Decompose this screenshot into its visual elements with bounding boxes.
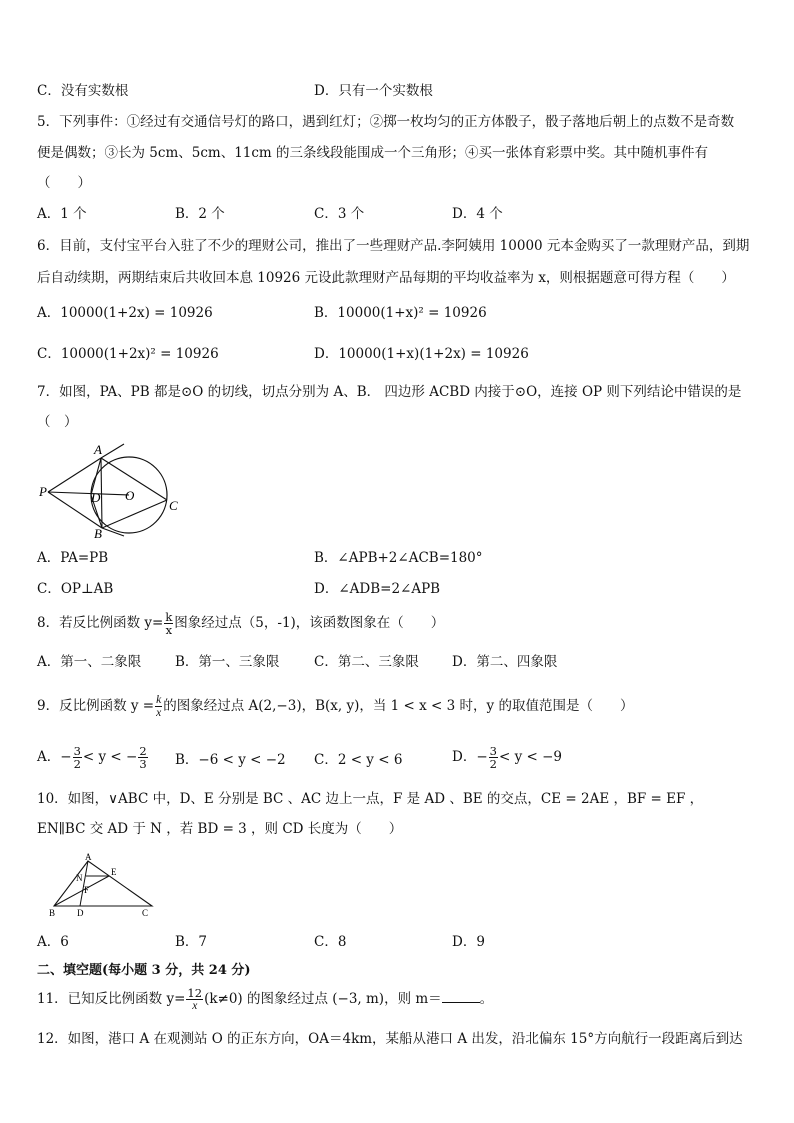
q7-segment-op: [48, 492, 129, 495]
q8-option-a: A．第一、二象限: [37, 654, 142, 670]
q10-option-a: A．6: [37, 934, 69, 950]
q9-option-d-frac-den: 2: [489, 757, 497, 772]
q7-label-d: D: [91, 490, 101, 505]
q9-stem-pre: 9．反比例函数 y =: [37, 698, 155, 715]
q9-option-a-frac2-den: 3: [139, 757, 147, 772]
q9-option-d-frac: [489, 745, 498, 770]
q10-triangle-abc: [54, 861, 152, 906]
q9-option-a-frac1-den: 2: [73, 757, 81, 772]
q10-option-b: B．7: [175, 934, 208, 950]
q10-label-e: E: [111, 867, 117, 877]
q6-option-c: C．10000(1+2x)² = 10926: [37, 346, 219, 362]
q11-stem-mid: (k≠0) 的图象经过点 (−3, m)，则 m＝: [204, 991, 442, 1008]
q12-stem-line1: 12．如图，港口 A 在观测站 O 的正东方向，OA＝4km，某船从港口 A 出发，沿北偏东 15°方向航行一段距离后到达: [37, 1031, 743, 1047]
q8-fraction: [164, 611, 173, 636]
q5-option-c: C．3 个: [314, 206, 365, 222]
q11-stem: [37, 987, 493, 1012]
q10-label-n: N: [76, 873, 83, 883]
q9-option-a: [37, 745, 149, 770]
q10-option-c: C．8: [314, 934, 347, 950]
q9-stem-post: 的图象经过点 A(2,−3)，B(x, y)，当 1 < x < 3 时，y 的取值范围是（ ）: [163, 698, 634, 715]
q9-stem: [37, 694, 633, 719]
q11-stem-pre: 11．已知反比例函数 y=: [37, 991, 186, 1008]
q10-option-d: D．9: [452, 934, 485, 950]
q6-option-a: A．10000(1+2x) = 10926: [37, 305, 213, 321]
q5-stem-line3: （ ）: [37, 175, 91, 191]
q6-stem-line1: 6．目前，支付宝平台入驻了不少的理财公司，推出了一些理财产品.李阿姨用 10000 元本金购买了一款理财产品，到期: [37, 238, 750, 254]
q10-label-d: D: [77, 908, 84, 918]
q5-option-a: A．1 个: [37, 206, 87, 222]
q10-segment-ad: [80, 861, 88, 906]
q10-label-c: C: [142, 908, 149, 918]
q8-stem-pre: 8．若反比例函数 y=: [37, 615, 164, 632]
q8-stem-post: 图象经过点（5，-1)，该函数图象在（ ）: [174, 615, 445, 632]
q9-option-a-mid: < y < −: [82, 749, 138, 766]
q10-label-b: B: [49, 908, 56, 918]
q9-option-d: [452, 745, 562, 770]
q7-label-c: C: [169, 498, 178, 513]
q9-frac-den: x: [156, 707, 162, 720]
q9-fraction: [155, 694, 162, 719]
q8-frac-den: x: [165, 623, 173, 638]
q9-option-d-frac-num: 3: [489, 744, 497, 758]
q7-label-b: B: [94, 526, 102, 540]
q6-option-b: B．10000(1+x)² = 10926: [314, 305, 487, 321]
q8-stem: [37, 611, 444, 636]
q5-option-d: D．4 个: [452, 206, 503, 222]
q7-option-b: B．∠APB+2∠ACB=180°: [314, 550, 483, 566]
q7-segment-bc: [102, 500, 167, 528]
q6-option-d: D．10000(1+x)(1+2x) = 10926: [314, 346, 529, 362]
q6-stem-line2: 后自动续期，两期结束后共收回本息 10926 元设此款理财产品每期的平均收益率为 x，则根据题意可得方程（ ）: [37, 270, 735, 286]
q9-option-a-frac2-num: 2: [139, 744, 147, 758]
q10-label-a: A: [85, 852, 92, 862]
q11-frac-num: 12: [187, 986, 203, 1000]
q11-stem-post: 。: [479, 991, 494, 1008]
q7-label-p: P: [39, 484, 47, 499]
q9-frac-num: k: [156, 694, 162, 706]
q5-stem-line2: 便是偶数；③长为 5cm、5cm、11cm 的三条线段能围成一个三角形；④买一张体育彩票中奖。其中随机事件有: [37, 145, 709, 161]
q7-option-c: C．OP⊥AB: [37, 581, 114, 597]
q10-stem-line2: EN∥BC 交 AD 于 N ，若 BD = 3 ，则 CD 长度为（ ）: [37, 821, 403, 837]
q11-fraction: [186, 987, 203, 1012]
q9-option-a-prefix: A．−: [37, 749, 72, 766]
q5-stem-line1: 5．下列事件：①经过有交通信号灯的路口，遇到红灯；②掷一枚均匀的正方体骰子，骰子落地后朝上的点数不是奇数: [37, 114, 735, 130]
section-heading-fill-in: 二、填空题(每小题 3 分，共 24 分): [37, 963, 251, 978]
q9-option-a-frac2: [138, 745, 147, 770]
q5-option-b: B．2 个: [175, 206, 225, 222]
q9-option-d-prefix: D．−: [452, 749, 488, 766]
q8-option-c: C．第二、三象限: [314, 654, 419, 670]
q7-tangent-pa-ext: [101, 444, 124, 458]
q7-option-a: A．PA=PB: [37, 550, 109, 566]
q4-option-c: C．没有实数根: [37, 83, 129, 99]
q11-answer-blank[interactable]: [442, 1002, 480, 1003]
q7-stem-line1: 7．如图，PA、PB 都是⊙O 的切线，切点分别为 A、B． 四边形 ACBD 内接于⊙O，连接 OP 则下列结论中错误的是: [37, 384, 742, 400]
q7-circle-tangent-figure: [36, 440, 186, 540]
q9-option-b: B．−6 < y < −2: [175, 752, 286, 768]
q4-option-d: D．只有一个实数根: [314, 83, 433, 99]
q7-label-o: O: [125, 488, 135, 503]
q7-option-d: D．∠ADB=2∠APB: [314, 581, 441, 597]
q9-option-d-post: < y < −9: [498, 749, 562, 766]
q8-option-d: D．第二、四象限: [452, 654, 558, 670]
q7-label-a: A: [94, 442, 102, 457]
q9-option-a-frac1: [73, 745, 82, 770]
q8-option-b: B．第一、三象限: [175, 654, 280, 670]
q9-option-a-frac1-num: 3: [73, 744, 81, 758]
q9-option-c: C．2 < y < 6: [314, 752, 403, 768]
q11-frac-den: x: [192, 1000, 198, 1013]
q7-stem-line2: （ ）: [37, 414, 78, 430]
q10-label-f: F: [84, 885, 90, 895]
q8-frac-num: k: [165, 610, 173, 624]
q10-stem-line1: 10．如图，∨ABC 中，D、E 分别是 BC 、AC 边上一点，F 是 AD 、BE 的交点，CE = 2AE ，BF = EF ，: [37, 791, 704, 807]
q10-triangle-figure: [44, 852, 164, 920]
